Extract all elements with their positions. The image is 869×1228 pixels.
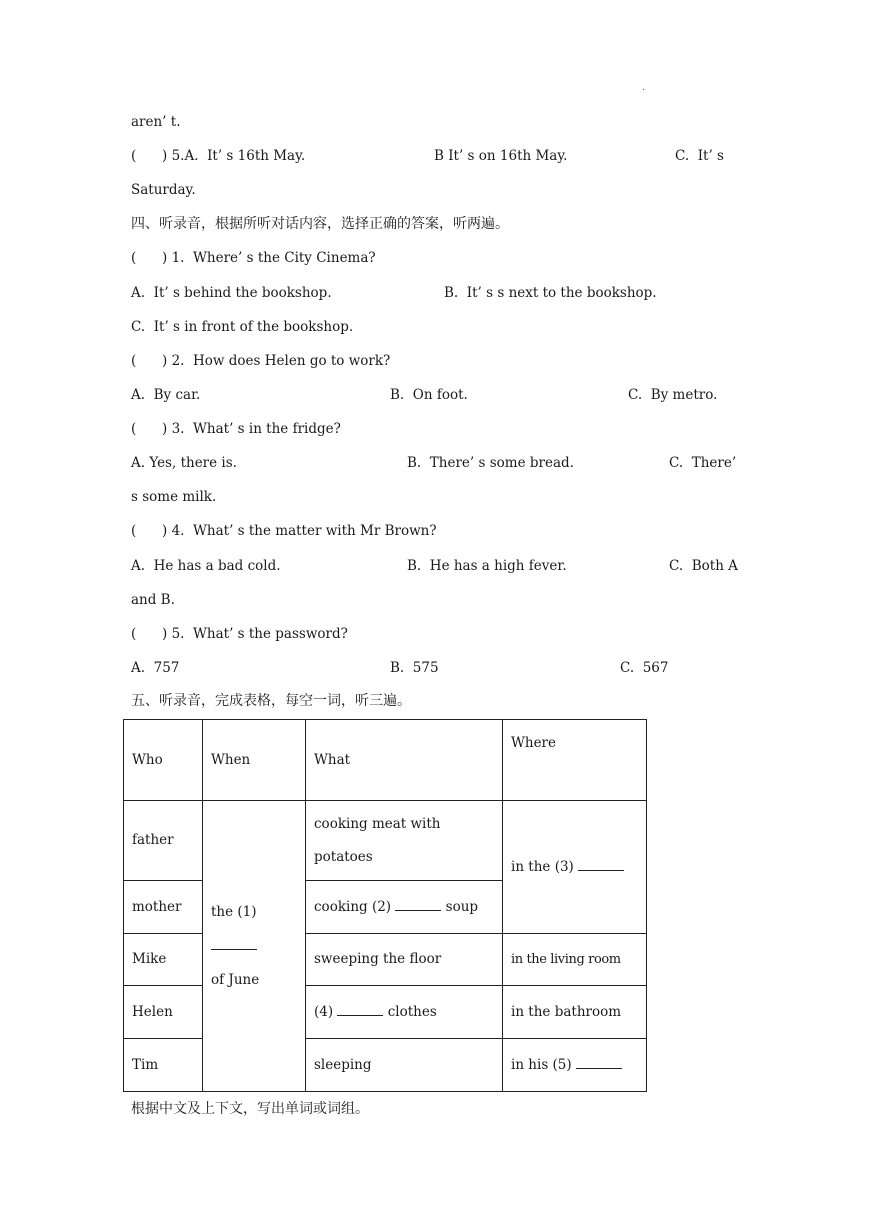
- table-row: [124, 801, 647, 881]
- what-cell: [306, 881, 503, 934]
- text-line: Saturday.: [131, 182, 196, 198]
- table-row: [124, 934, 647, 986]
- section-heading: 五、听录音，完成表格，每空一词，听三遍。: [131, 693, 411, 709]
- section-heading: 四、听录音，根据所听对话内容，选择正确的答案，听两遍。: [131, 216, 509, 232]
- text-line: aren’ t.: [131, 114, 181, 130]
- who-cell: Tim: [124, 1039, 203, 1092]
- option-c: C. There’: [669, 455, 737, 471]
- option-c-continued: s some milk.: [131, 489, 217, 505]
- question-text: ( ) 5. What’ s the password?: [131, 626, 348, 642]
- option-a: A. He has a bad cold.: [131, 558, 281, 574]
- option-c: C. 567: [620, 660, 669, 676]
- option-b: B. 575: [390, 660, 439, 676]
- what-text: cooking meat with: [314, 815, 441, 832]
- what-cell: [306, 986, 503, 1039]
- who-cell: Helen: [124, 986, 203, 1039]
- what-text: (4): [314, 1003, 334, 1020]
- what-text: clothes: [387, 1003, 437, 1020]
- question-text: ( ) 1. Where’ s the City Cinema?: [131, 250, 376, 266]
- listening-table: [123, 719, 647, 1092]
- question-text: ( ) 3. What’ s in the fridge?: [131, 421, 341, 437]
- where-cell: in the bathroom: [503, 986, 647, 1039]
- where-cell: [503, 1039, 647, 1092]
- table-row: [124, 1039, 647, 1092]
- option-a: A. It’ s behind the bookshop.: [131, 285, 332, 301]
- option-a: A. 757: [131, 660, 180, 676]
- option-b: B It’ s on 16th May.: [434, 148, 568, 164]
- option-c: C. Both A: [669, 558, 738, 574]
- option-c-continued: and B.: [131, 592, 175, 608]
- what-text: cooking (2): [314, 898, 392, 915]
- option-b: B. On foot.: [390, 387, 468, 403]
- blank-4: [337, 1005, 383, 1016]
- option-a: A. Yes, there is.: [131, 455, 237, 471]
- header-where: Where: [503, 720, 647, 801]
- option-c: C. It’ s: [675, 148, 724, 164]
- what-cell: [306, 801, 503, 881]
- blank-2: [395, 900, 441, 911]
- header-mark: .: [642, 82, 646, 93]
- who-cell: Mike: [124, 934, 203, 986]
- what-cell: sweeping the floor: [306, 934, 503, 986]
- what-text: potatoes: [314, 848, 373, 865]
- option-b: B. There’ s some bread.: [407, 455, 574, 471]
- option-b: B. It’ s s next to the bookshop.: [444, 285, 657, 301]
- who-cell: mother: [124, 881, 203, 934]
- where-text: in the (3): [511, 858, 574, 875]
- what-text: soup: [445, 898, 479, 915]
- option-c: C. It’ s in front of the bookshop.: [131, 319, 354, 335]
- blank-5: [576, 1058, 622, 1069]
- table-header-row: [124, 720, 647, 801]
- what-cell: sleeping: [306, 1039, 503, 1092]
- where-cell: [503, 801, 647, 934]
- question-text: ( ) 2. How does Helen go to work?: [131, 353, 391, 369]
- question-text: ( ) 5.A. It’ s 16th May.: [131, 148, 306, 164]
- blank-1: [211, 939, 257, 950]
- table-row: [124, 986, 647, 1039]
- question-text: ( ) 4. What’ s the matter with Mr Brown?: [131, 523, 437, 539]
- where-cell: in the living room: [503, 934, 647, 986]
- option-b: B. He has a high fever.: [407, 558, 567, 574]
- option-a: A. By car.: [131, 387, 201, 403]
- where-text: in his (5): [511, 1056, 572, 1073]
- blank-3: [578, 860, 624, 871]
- when-cell: [203, 801, 306, 1092]
- header-what: What: [306, 720, 503, 801]
- header-who: Who: [124, 720, 203, 801]
- when-text-b: of June: [211, 972, 260, 988]
- header-when: When: [203, 720, 306, 801]
- who-cell: father: [124, 801, 203, 881]
- when-text-a: the (1): [211, 904, 257, 920]
- footer-instruction: 根据中文及上下文，写出单词或词组。: [131, 1101, 369, 1117]
- option-c: C. By metro.: [628, 387, 718, 403]
